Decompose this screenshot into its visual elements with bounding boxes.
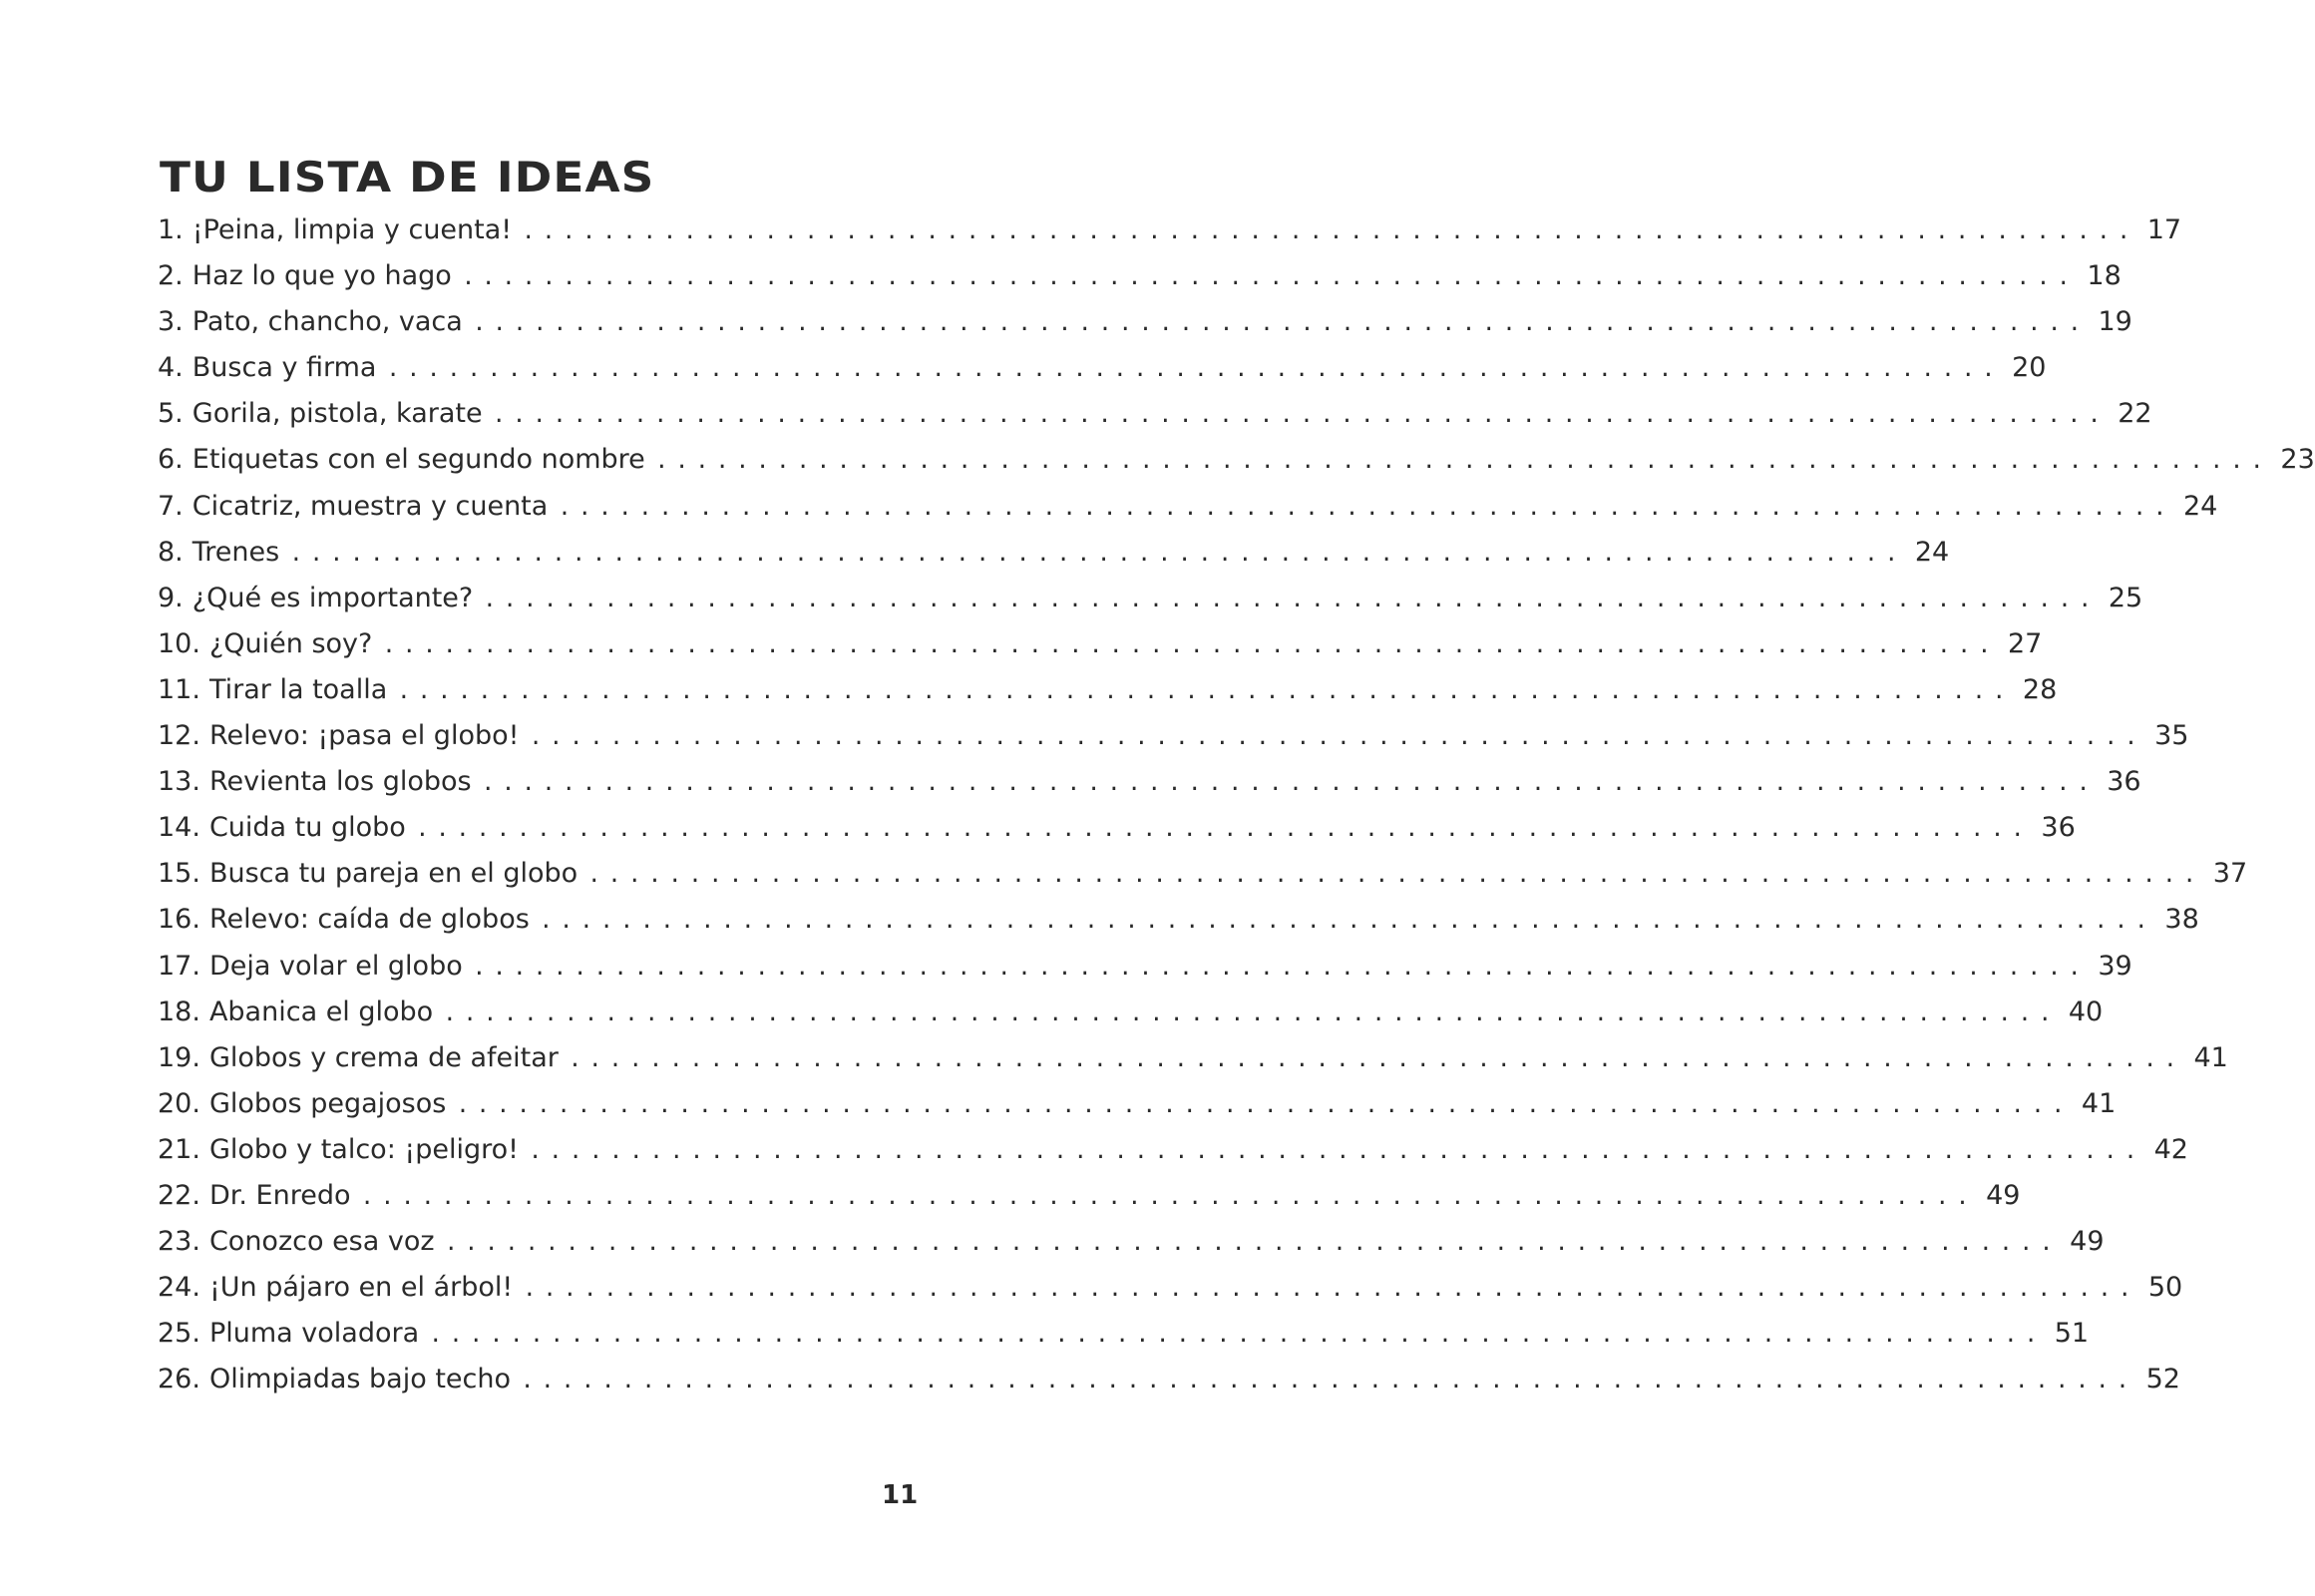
toc-entry-page: 38: [2164, 904, 2199, 936]
dot-leader: ................................................................................: [360, 1184, 1977, 1210]
toc-entry-label: ¿Quién soy?: [208, 627, 373, 659]
toc-entry: [158, 207, 2182, 253]
toc-entry: [158, 944, 2132, 990]
dot-leader: ................................................................................: [472, 955, 2089, 981]
dot-leader: ................................................................................: [587, 863, 2203, 889]
toc-entry: [158, 713, 2189, 759]
toc-entry-number: 23.: [158, 1226, 200, 1258]
dot-leader: ................................................................................: [483, 587, 2099, 612]
toc-entry-number: 3.: [158, 306, 184, 338]
dot-leader: ................................................................................: [386, 357, 2003, 383]
toc-entry-label: Pluma voladora: [208, 1318, 420, 1350]
dot-leader: ................................................................................: [523, 1277, 2138, 1303]
dot-leader: ................................................................................: [415, 817, 2032, 843]
toc-entry-number: 17.: [158, 950, 200, 982]
toc-entry-number: 10.: [158, 627, 200, 659]
toc-entry-page: 39: [2098, 950, 2132, 982]
dot-leader: ................................................................................: [461, 265, 2078, 291]
toc-entry: [158, 1127, 2188, 1173]
toc-entry-label: Cuida tu globo: [208, 812, 406, 844]
toc-entry: [158, 1265, 2183, 1311]
toc-entry: [158, 437, 2315, 483]
toc-entry-page: 23: [2280, 444, 2315, 476]
toc-entry-label: Relevo: caída de globos: [208, 904, 530, 936]
toc-entry-page: 49: [2070, 1226, 2105, 1258]
dot-leader: ................................................................................: [529, 725, 2145, 751]
toc-entry-label: Tirar la toalla: [208, 673, 388, 705]
toc-entry-page: 24: [2182, 490, 2218, 522]
dot-leader: ................................................................................: [456, 1092, 2072, 1118]
toc-entry-page: 17: [2146, 214, 2182, 245]
table-of-contents: [158, 207, 2315, 1402]
dot-leader: ................................................................................: [558, 495, 2173, 521]
toc-entry-label: Trenes: [192, 536, 280, 568]
toc-entry-page: 41: [2081, 1087, 2117, 1119]
toc-entry-label: Pato, chancho, vaca: [192, 306, 463, 338]
dot-leader: ................................................................................: [443, 1000, 2059, 1026]
toc-entry-number: 13.: [158, 766, 200, 798]
toc-entry-number: 8.: [158, 536, 184, 568]
toc-entry: [158, 484, 2218, 530]
toc-entry-label: Relevo: ¡pasa el globo!: [208, 720, 520, 752]
toc-entry-label: Globo y talco: ¡peligro!: [208, 1133, 519, 1165]
toc-entry-number: 15.: [158, 858, 200, 890]
toc-entry-page: 27: [2007, 627, 2043, 659]
toc-entry-label: ¿Qué es importante?: [192, 582, 474, 613]
toc-entry-number: 20.: [158, 1087, 200, 1119]
toc-entry-page: 52: [2145, 1364, 2180, 1396]
dot-leader: ................................................................................: [444, 1231, 2061, 1257]
toc-entry-label: Gorila, pistola, karate: [192, 398, 483, 430]
toc-entry-page: 49: [1986, 1179, 2021, 1211]
toc-entry-label: ¡Peina, limpia y cuenta!: [192, 214, 513, 245]
toc-entry-label: Etiquetas con el segundo nombre: [192, 444, 645, 476]
toc-entry: [158, 990, 2104, 1035]
toc-entry-number: 2.: [158, 260, 184, 292]
toc-entry-page: 36: [2107, 766, 2141, 798]
toc-entry: [158, 1081, 2117, 1127]
toc-entry-label: Abanica el globo: [208, 996, 434, 1027]
toc-entry: [158, 667, 2058, 713]
toc-entry-label: Globos y crema de afeitar: [208, 1041, 559, 1073]
dot-leader: ................................................................................: [528, 1138, 2144, 1164]
dot-leader: ................................................................................: [654, 449, 2271, 475]
toc-entry-number: 16.: [158, 904, 200, 936]
toc-entry-number: 19.: [158, 1041, 200, 1073]
toc-entry: [158, 759, 2141, 805]
toc-entry-number: 6.: [158, 444, 184, 476]
toc-entry-label: ¡Un pájaro en el árbol!: [208, 1272, 514, 1304]
dot-leader: ................................................................................: [382, 632, 1998, 658]
toc-entry: [158, 345, 2047, 391]
dot-leader: ................................................................................: [289, 541, 1905, 567]
toc-entry: [158, 253, 2122, 299]
toc-entry: [158, 897, 2199, 943]
page-number: 11: [882, 1480, 919, 1510]
toc-entry: [158, 1219, 2105, 1265]
toc-entry-number: 24.: [158, 1272, 200, 1304]
toc-entry-number: 7.: [158, 490, 184, 522]
toc-entry-label: Conozco esa voz: [208, 1226, 435, 1258]
toc-entry-page: 22: [2118, 398, 2152, 430]
dot-leader: ................................................................................: [521, 1369, 2136, 1395]
toc-entry: [158, 530, 1950, 576]
toc-entry-number: 11.: [158, 673, 200, 705]
toc-entry-page: 51: [2054, 1318, 2090, 1350]
toc-entry-page: 37: [2212, 858, 2248, 890]
page-title: TU LISTA DE IDEAS: [160, 153, 655, 201]
toc-entry-number: 12.: [158, 720, 200, 752]
toc-entry-label: Dr. Enredo: [208, 1179, 351, 1211]
toc-entry-number: 4.: [158, 352, 184, 384]
dot-leader: ................................................................................: [429, 1323, 2045, 1349]
dot-leader: ................................................................................: [539, 909, 2155, 935]
dot-leader: ................................................................................: [522, 219, 2137, 244]
toc-entry: [158, 1357, 2180, 1402]
toc-entry-number: 1.: [158, 214, 184, 245]
toc-entry-number: 25.: [158, 1318, 200, 1350]
dot-leader: ................................................................................: [492, 403, 2109, 429]
dot-leader: ................................................................................: [481, 771, 2098, 797]
toc-entry-label: Revienta los globos: [208, 766, 472, 798]
dot-leader: ................................................................................: [568, 1046, 2184, 1072]
toc-entry: [158, 1173, 2021, 1219]
toc-entry: [158, 805, 2076, 851]
toc-entry-number: 22.: [158, 1179, 200, 1211]
toc-entry-page: 28: [2022, 673, 2058, 705]
toc-entry-page: 19: [2098, 306, 2132, 338]
toc-entry-label: Busca tu pareja en el globo: [208, 858, 579, 890]
toc-entry-page: 50: [2147, 1272, 2183, 1304]
toc-entry-page: 20: [2012, 352, 2047, 384]
toc-entry-number: 21.: [158, 1133, 200, 1165]
toc-entry-number: 18.: [158, 996, 200, 1027]
toc-entry-page: 25: [2108, 582, 2143, 613]
toc-entry-label: Busca y firma: [192, 352, 377, 384]
toc-entry: [158, 576, 2143, 621]
dot-leader: ................................................................................: [397, 678, 2013, 704]
toc-entry: [158, 621, 2043, 667]
toc-entry-number: 14.: [158, 812, 200, 844]
toc-entry: [158, 851, 2248, 897]
toc-entry-page: 42: [2153, 1133, 2188, 1165]
toc-entry: [158, 299, 2132, 345]
toc-entry-number: 5.: [158, 398, 184, 430]
toc-entry-page: 24: [1914, 536, 1950, 568]
toc-entry-page: 18: [2087, 260, 2122, 292]
toc-entry-label: Globos pegajosos: [208, 1087, 447, 1119]
toc-entry-page: 41: [2193, 1041, 2228, 1073]
toc-entry-number: 9.: [158, 582, 184, 613]
toc-entry-number: 26.: [158, 1364, 200, 1396]
toc-entry: [158, 1311, 2090, 1357]
toc-entry-page: 40: [2068, 996, 2104, 1027]
toc-entry-label: Haz lo que yo hago: [192, 260, 452, 292]
toc-entry-label: Deja volar el globo: [208, 950, 463, 982]
toc-entry-page: 36: [2041, 812, 2076, 844]
dot-leader: ................................................................................: [472, 311, 2089, 337]
toc-entry-page: 35: [2154, 720, 2189, 752]
toc-entry-label: Cicatriz, muestra y cuenta: [192, 490, 549, 522]
toc-entry: [158, 1035, 2228, 1081]
toc-entry: [158, 391, 2152, 437]
toc-entry-label: Olimpiadas bajo techo: [208, 1364, 511, 1396]
